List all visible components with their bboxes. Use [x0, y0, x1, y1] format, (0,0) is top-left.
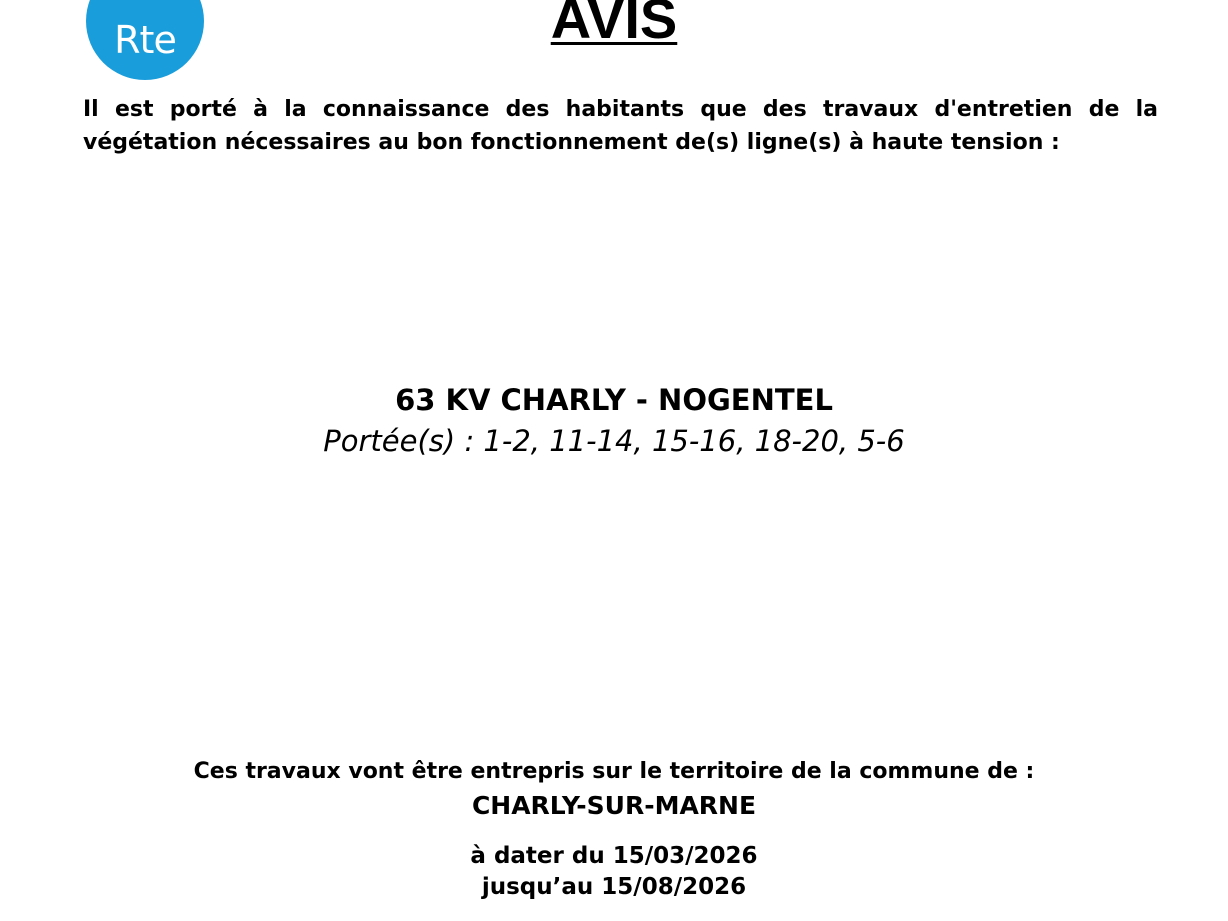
- end-date: jusqu’au 15/08/2026: [481, 874, 747, 900]
- commune-intro: Ces travaux vont être entrepris sur le territoire de la commune de :: [193, 759, 1035, 784]
- power-line-spans: Portée(s) : 1-2, 11-14, 15-16, 18-20, 5-6: [323, 424, 905, 458]
- notice-intro: Il est porté à la connaissance des habitants que des travaux d'entretien de la végétation nécessaires au bon fonctionnement de(s) ligne(s) à haute tension :: [83, 97, 1158, 155]
- commune-name: CHARLY-SUR-MARNE: [471, 791, 757, 820]
- start-date: à dater du 15/03/2026: [470, 843, 758, 869]
- power-line-name: 63 KV CHARLY - NOGENTEL: [395, 383, 833, 417]
- notice-title: AVIS: [550, 0, 678, 50]
- rte-logo-text: Rte: [114, 18, 176, 62]
